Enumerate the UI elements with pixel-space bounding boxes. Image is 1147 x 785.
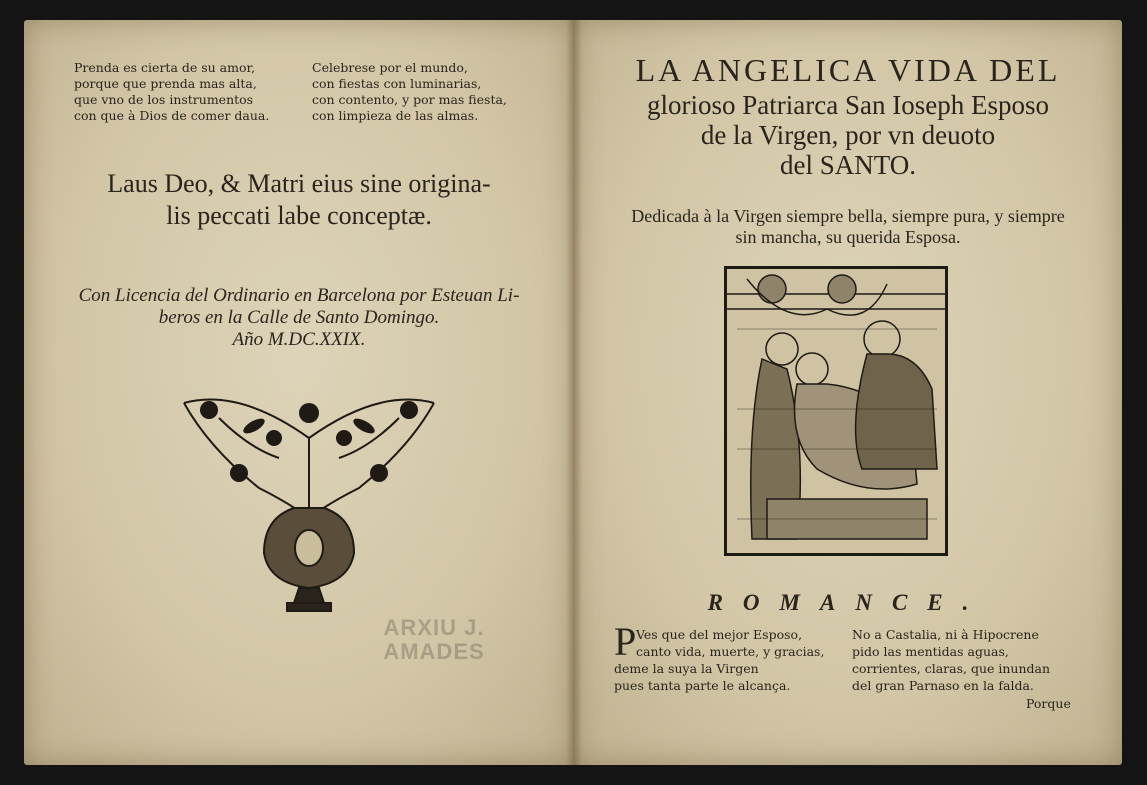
romance-heading: ROMANCE. xyxy=(707,590,989,615)
dedication-line: Dedicada à la Virgen siempre bella, siempre pura, y siempre xyxy=(631,206,1065,226)
verse-line: del gran Parnaso en la falda. xyxy=(852,678,1034,693)
laus-line: lis peccati labe conceptæ. xyxy=(166,201,432,230)
stanza-left-line: que vno de los instrumentos xyxy=(74,92,254,107)
stamp-line: ARXIU J. xyxy=(383,615,485,640)
title-line: de la Virgen, por vn deuoto xyxy=(700,120,996,150)
dedication xyxy=(574,206,1122,248)
stanza-left-line: porque que prenda mas alta, xyxy=(74,76,257,91)
title-line: glorioso Patriarca San Ioseph Esposo xyxy=(647,90,1049,120)
flower-vase-ornament xyxy=(179,378,439,613)
laus-line: Laus Deo, & Matri eius sine origina- xyxy=(107,169,491,198)
license-line: Con Licencia del Ordinario en Barcelona por Esteuan Li- xyxy=(78,285,520,306)
stanza-right-line: con limpieza de las almas. xyxy=(312,108,479,123)
stanza-right-line: con fiestas con luminarias, xyxy=(312,76,482,91)
license-imprint xyxy=(44,285,554,351)
stanza-left xyxy=(74,60,269,124)
stanza-right xyxy=(312,60,507,124)
stanza-left-line: con que à Dios de comer daua. xyxy=(74,108,270,123)
book-title xyxy=(574,90,1122,180)
book-gutter xyxy=(566,20,582,765)
verse-left xyxy=(614,626,824,694)
dedication-line: sin mancha, su querida Esposa. xyxy=(735,227,961,247)
license-line: beros en la Calle de Santo Domingo. xyxy=(158,307,440,328)
title-line: del SANTO. xyxy=(779,150,916,180)
verse-line: pido las mentidas aguas, xyxy=(852,644,1009,659)
woodcut-illustration xyxy=(724,266,948,556)
library-stamp xyxy=(369,616,499,664)
verse-line: deme la suya la Virgen xyxy=(614,661,759,676)
woodcut-scene-icon xyxy=(727,269,945,553)
right-page xyxy=(574,20,1122,765)
verse-line: Ves que del mejor Esposo, xyxy=(636,627,803,642)
book-title-line1: LA ANGELICA VIDA DEL xyxy=(635,52,1061,88)
verse-line: pues tanta parte le alcança. xyxy=(614,678,791,693)
verse-right xyxy=(852,626,1050,694)
left-page xyxy=(24,20,574,765)
verse-line: canto vida, muerte, y gracias, xyxy=(636,644,825,659)
verse-line: corrientes, claras, que inundan xyxy=(852,661,1051,676)
dropcap-letter: P xyxy=(614,619,637,664)
catchword: Porque xyxy=(1026,696,1071,711)
license-line: Año M.DC.XXIX. xyxy=(232,329,366,350)
stanza-right-line: con contento, y por mas fiesta, xyxy=(312,92,507,107)
stanza-left-line: Prenda es cierta de su amor, xyxy=(74,60,256,75)
laus-deo-text xyxy=(44,168,554,232)
verse-line: No a Castalia, ni à Hipocrene xyxy=(852,627,1039,642)
stanza-right-line: Celebrese por el mundo, xyxy=(312,60,468,75)
stamp-line: AMADES xyxy=(383,639,485,664)
